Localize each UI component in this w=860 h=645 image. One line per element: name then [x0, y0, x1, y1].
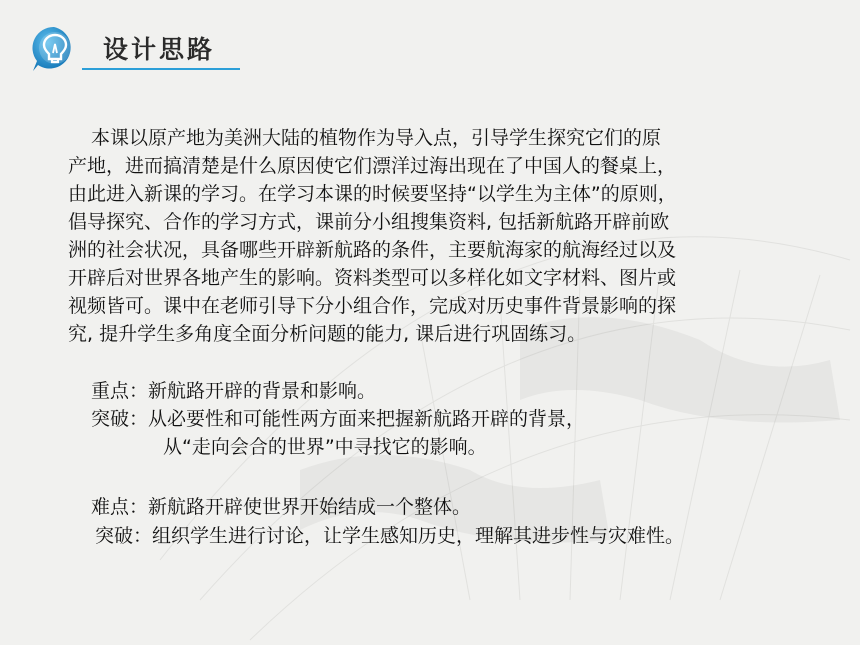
paragraph-line: 开辟后对世界各地产生的影响。资料类型可以多样化如文字材料、图片或: [68, 267, 677, 289]
key-point-breakthrough: 突破：从必要性和可能性两方面来把握新航路开辟的背景，: [91, 408, 586, 430]
difficult-point-breakthrough: 突破：组织学生进行讨论，让学生感知历史，理解其进步性与灾难性。: [95, 525, 685, 547]
key-point-label: 重点：新航路开辟的背景和影响。: [91, 380, 377, 402]
paragraph-line: 洲的社会状况，具备哪些开辟新航路的条件，主要航海家的航海经过以及: [68, 239, 677, 261]
paragraph-line: 究, 提升学生多角度全面分析问题的能力, 课后进行巩固练习。: [68, 323, 587, 345]
key-point-breakthrough-continued: 从“走向会合的世界”中寻找它的影响。: [163, 436, 487, 458]
paragraph-line: 由此进入新课的学习。在学习本课的时候要坚持“以学生为主体”的原则，: [68, 183, 677, 205]
paragraph-line: 视频皆可。课中在老师引导下分小组合作，完成对历史事件背景影响的探: [68, 295, 677, 317]
section-title: 设计思路: [103, 35, 216, 64]
paragraph-line: 倡导探究、合作的学习方式，课前分小组搜集资料, 包括新航路开辟前欧: [68, 211, 670, 233]
difficult-point-label: 难点：新航路开辟使世界开始结成一个整体。: [91, 496, 472, 518]
paragraph-line: 产地，进而搞清楚是什么原因使它们漂洋过海出现在了中国人的餐桌上，: [68, 155, 677, 177]
paragraph-line: 本课以原产地为美洲大陆的植物作为导入点，引导学生探究它们的原: [91, 127, 662, 149]
